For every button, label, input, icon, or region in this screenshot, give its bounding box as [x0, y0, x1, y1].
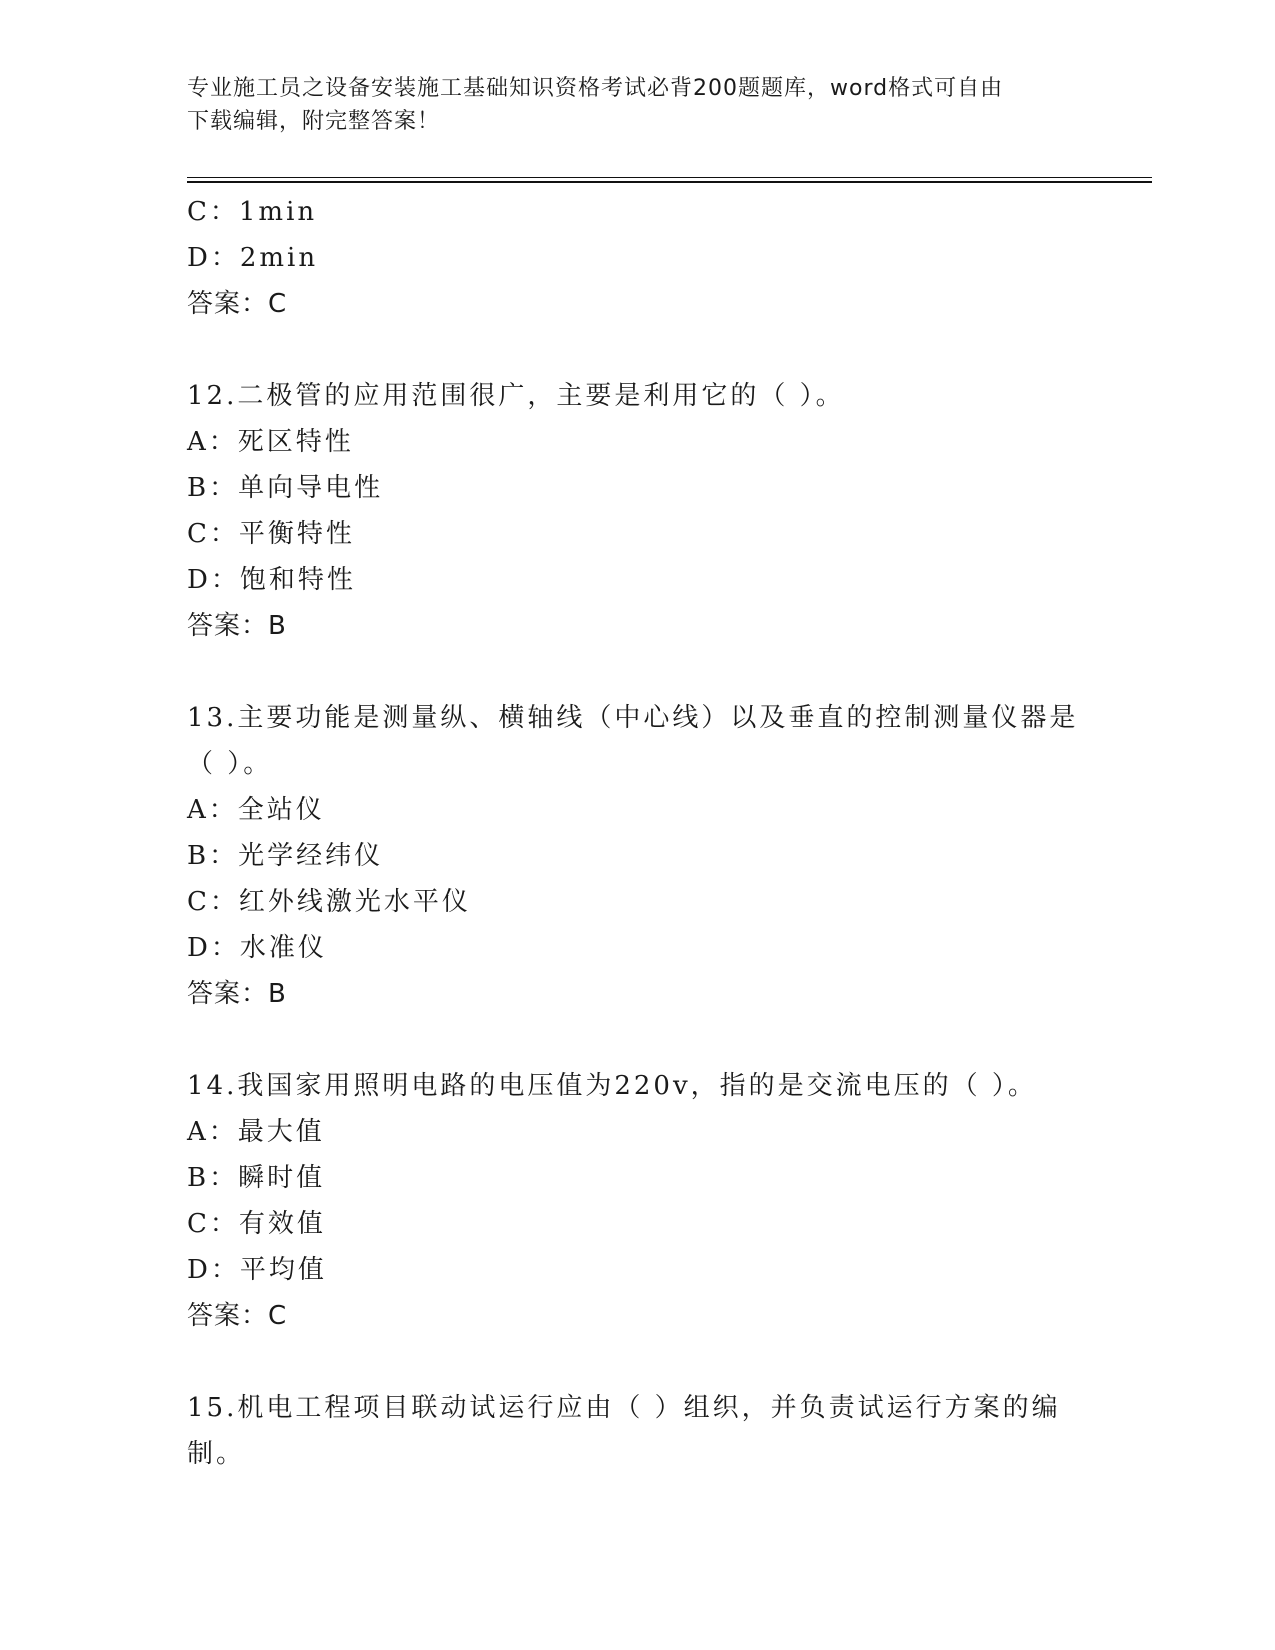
question-text: 12.二极管的应用范围很广，主要是利用它的（ ）。 [187, 381, 845, 411]
header-line-2: 下载编辑，附完整答案！ [187, 109, 441, 134]
option-d: D：水准仪 [187, 933, 327, 963]
question-content [187, 189, 1077, 1477]
question-text-line-1: 15.机电工程项目联动试运行应由（ ）组织，并负责试运行方案的编 [187, 1393, 1061, 1423]
option-c: C：1min [187, 197, 318, 227]
question-text: 14.我国家用照明电路的电压值为220v，指的是交流电压的（ ）。 [187, 1071, 1037, 1101]
option-b: B：单向导电性 [187, 473, 384, 503]
option-c: C：有效值 [187, 1209, 326, 1239]
option-b: B：光学经纬仪 [187, 841, 384, 871]
option-a: A：死区特性 [187, 427, 354, 457]
option-a: A：最大值 [187, 1117, 325, 1147]
answer: 答案：C [187, 1301, 288, 1331]
question-15 [187, 1385, 1077, 1477]
question-text-line-1: 13.主要功能是测量纵、横轴线（中心线）以及垂直的控制测量仪器是 [187, 703, 1079, 733]
question-14 [187, 1063, 1077, 1339]
document-header [187, 72, 1067, 138]
question-text-line-2: 制。 [187, 1439, 246, 1469]
answer: 答案：B [187, 979, 287, 1009]
question-13 [187, 695, 1077, 1017]
header-line-1: 专业施工员之设备安装施工基础知识资格考试必背200题题库，word格式可自由 [187, 76, 1004, 101]
answer: 答案：C [187, 289, 288, 319]
option-b: B：瞬时值 [187, 1163, 326, 1193]
option-a: A：全站仪 [187, 795, 325, 825]
option-c: C：平衡特性 [187, 519, 355, 549]
option-d: D：饱和特性 [187, 565, 356, 595]
header-divider-thin [187, 177, 1152, 178]
previous-question-tail [187, 189, 1077, 327]
answer: 答案：B [187, 611, 287, 641]
option-d: D：2min [187, 243, 319, 273]
question-12 [187, 373, 1077, 649]
option-d: D：平均值 [187, 1255, 327, 1285]
question-text-line-2: （ ）。 [187, 749, 273, 779]
header-divider-thick [187, 181, 1152, 183]
option-c: C：红外线激光水平仪 [187, 887, 471, 917]
